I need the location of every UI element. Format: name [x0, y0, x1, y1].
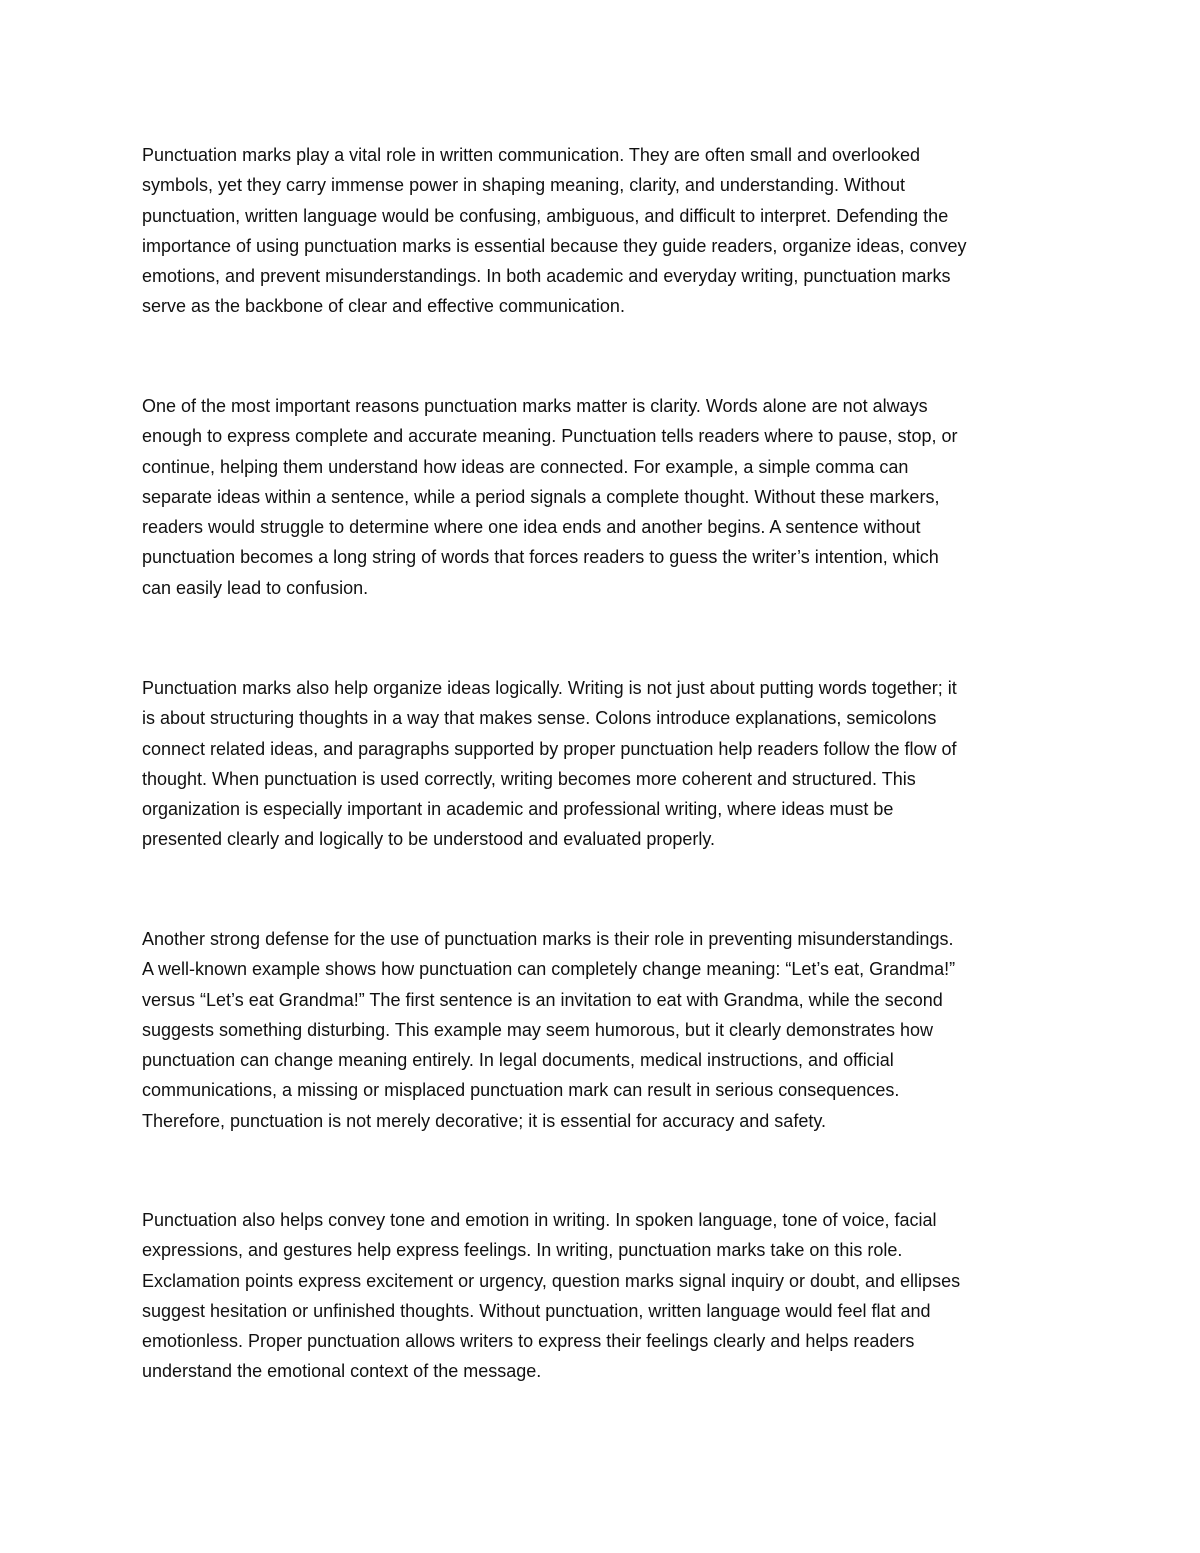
text-line: separate ideas within a sentence, while a period signals a complete thought. Without these markers, — [142, 486, 940, 507]
text-line: Punctuation marks also help organize ideas logically. Writing is not just about putting words together; it — [142, 678, 957, 698]
text-line: readers would struggle to determine where one idea ends and another begins. A sentence without — [142, 517, 921, 538]
text-line: emotions, and prevent misunderstandings. In both academic and everyday writing, punctuation marks — [142, 266, 951, 287]
text-line: Punctuation marks play a vital role in written communication. They are often small and overlooked — [142, 145, 921, 165]
text-line: One of the most important reasons punctuation marks matter is clarity. Words alone are not always — [142, 396, 928, 416]
text-line: organization is especially important in academic and professional writing, where ideas must be — [142, 799, 894, 820]
text-line: expressions, and gestures help express feelings. In writing, punctuation marks take on this role. — [142, 1240, 903, 1261]
text-line: enough to express complete and accurate meaning. Punctuation tells readers where to pause, stop, or — [142, 426, 958, 447]
text-line: continue, helping them understand how ideas are connected. For example, a simple comma can — [142, 456, 909, 477]
text-line: punctuation, written language would be confusing, ambiguous, and difficult to interpret. Defending the — [142, 205, 949, 226]
text-line: importance of using punctuation marks is essential because they guide readers, organize ideas, convey — [142, 235, 967, 256]
text-line: punctuation becomes a long string of words that forces readers to guess the writer’s intention, which — [142, 547, 939, 568]
paragraph-clarity — [142, 391, 1060, 603]
text-line: presented clearly and logically to be understood and evaluated properly. — [142, 829, 716, 850]
paragraph-organization — [142, 673, 1060, 855]
text-line: Therefore, punctuation is not merely decorative; it is essential for accuracy and safety. — [142, 1110, 826, 1131]
text-line: connect related ideas, and paragraphs supported by proper punctuation help readers follow the flow of — [142, 738, 957, 759]
text-line: punctuation can change meaning entirely. In legal documents, medical instructions, and official — [142, 1050, 894, 1071]
text-line: communications, a missing or misplaced punctuation mark can result in serious consequences. — [142, 1080, 900, 1101]
text-line: symbols, yet they carry immense power in shaping meaning, clarity, and understanding. Without — [142, 175, 906, 196]
text-line: suggests something disturbing. This example may seem humorous, but it clearly demonstrates how — [142, 1019, 934, 1040]
paragraph-tone-emotion — [142, 1205, 1060, 1387]
text-line: thought. When punctuation is used correctly, writing becomes more coherent and structured. This — [142, 768, 916, 789]
text-line: A well-known example shows how punctuation can completely change meaning: “Let’s eat, Grandma!” — [142, 959, 956, 980]
text-line: emotionless. Proper punctuation allows writers to express their feelings clearly and helps readers — [142, 1331, 915, 1352]
text-line: can easily lead to confusion. — [142, 577, 369, 598]
text-line: Punctuation also helps convey tone and emotion in writing. In spoken language, tone of voice, facial — [142, 1210, 937, 1230]
text-line: suggest hesitation or unfinished thoughts. Without punctuation, written language would feel flat and — [142, 1300, 931, 1321]
text-line: is about structuring thoughts in a way that makes sense. Colons introduce explanations, semicolons — [142, 708, 937, 729]
text-line: Exclamation points express excitement or urgency, question marks signal inquiry or doubt, and ellipses — [142, 1270, 961, 1291]
text-line: understand the emotional context of the message. — [142, 1361, 542, 1382]
paragraph-misunderstandings — [142, 924, 1060, 1136]
text-line: serve as the backbone of clear and effective communication. — [142, 296, 625, 317]
text-line: versus “Let’s eat Grandma!” The first sentence is an invitation to eat with Grandma, while the second — [142, 989, 943, 1010]
paragraph-introduction — [142, 140, 1060, 322]
text-line: Another strong defense for the use of punctuation marks is their role in preventing misunderstandings. — [142, 929, 954, 949]
